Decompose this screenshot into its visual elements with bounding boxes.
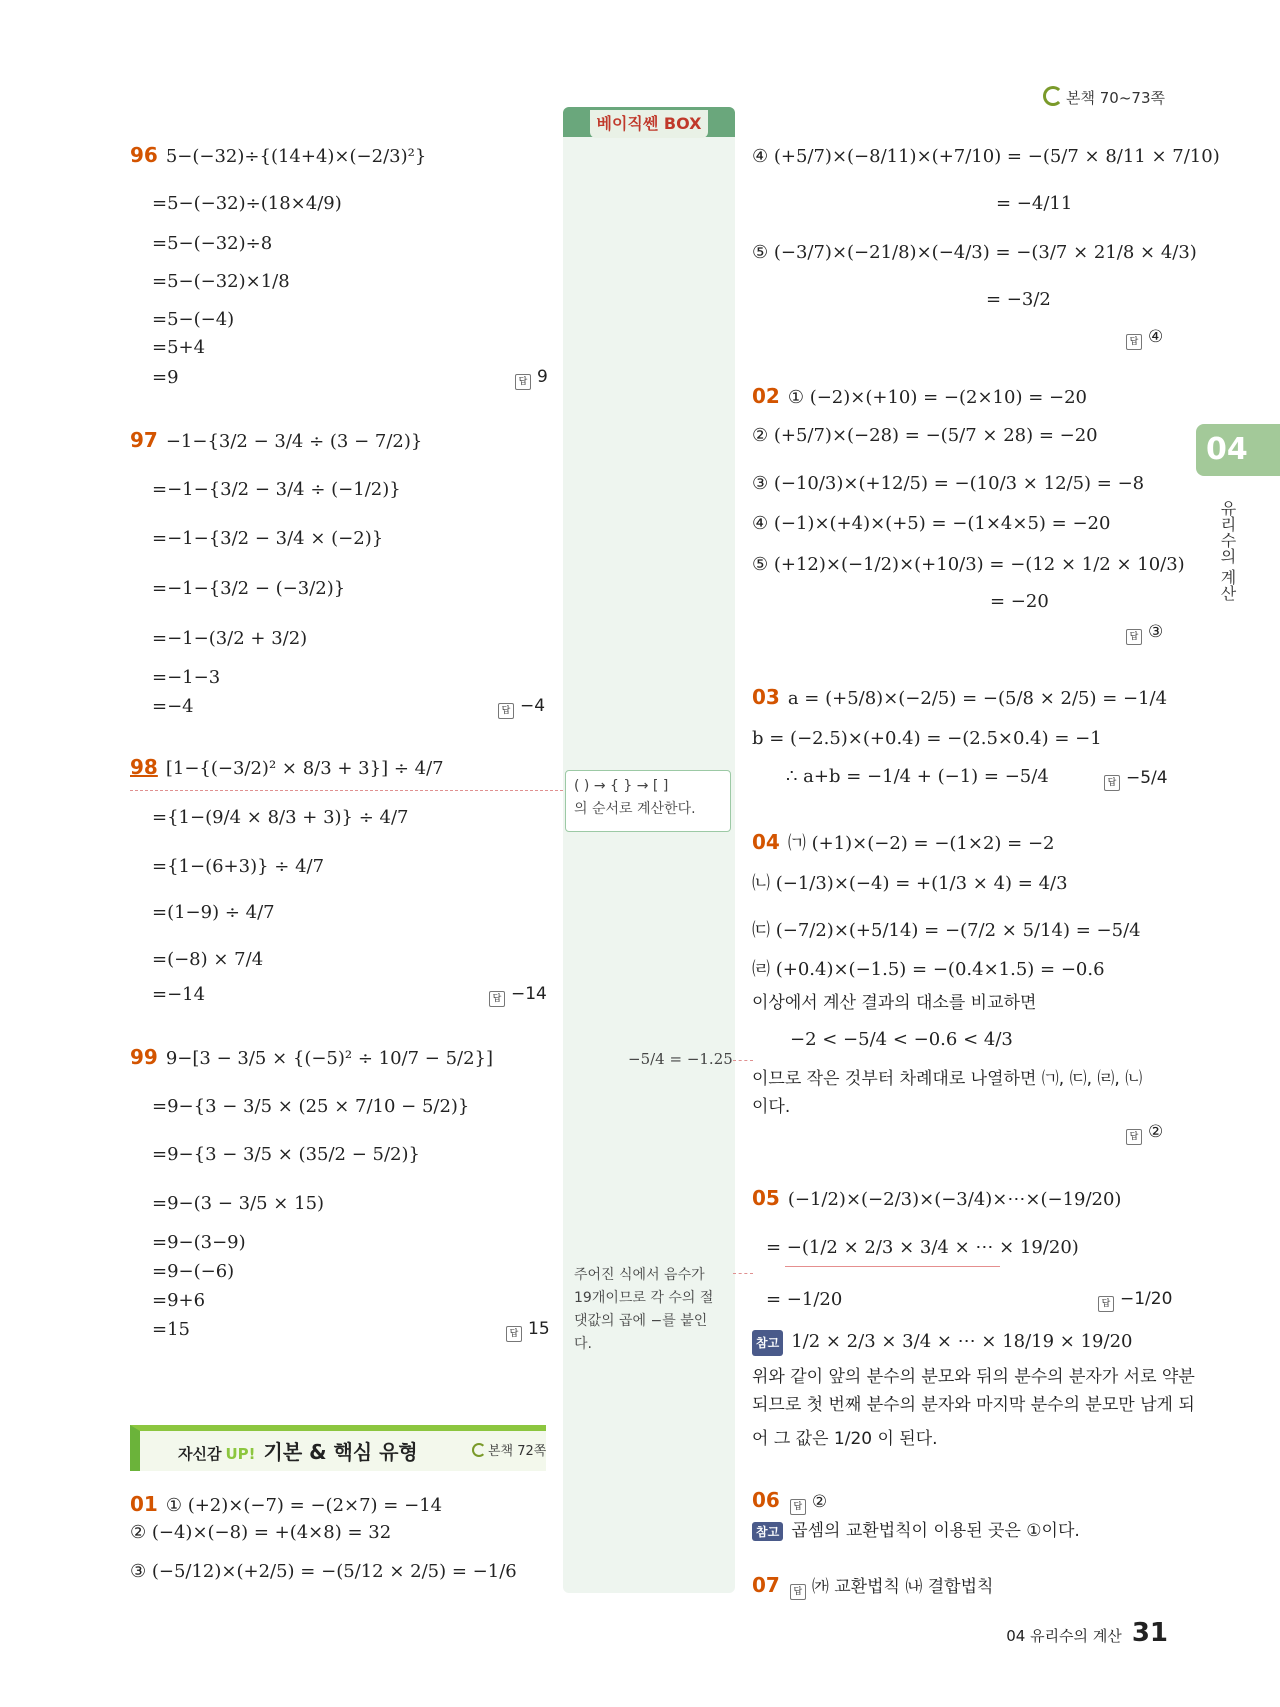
page-footer (1006, 1618, 1168, 1648)
problem-02-line: ④ (−1)×(+4)×(+5) = −(1×4×5) = −20 (752, 513, 1111, 534)
problem-99-line: =15 (152, 1319, 190, 1340)
problem-06 (752, 1488, 827, 1515)
problem-99-line: =9−{3 − 3/5 × (25 × 7/10 − 5/2)} (152, 1096, 470, 1117)
answer-value: −14 (511, 984, 547, 1004)
problem-96-line: =9 (152, 367, 179, 388)
problem-96-line: =5−(−32)÷8 (152, 233, 273, 254)
answer-value: ② (1148, 1122, 1164, 1142)
underline-mark (785, 1266, 1000, 1267)
problem-99-line: =9−(−6) (152, 1261, 235, 1282)
problem-02-line: ③ (−10/3)×(+12/5) = −(10/3 × 12/5) = −8 (752, 473, 1145, 494)
answer-icon: 답 (498, 703, 514, 719)
problem-99-line: =9+6 (152, 1290, 206, 1311)
problem-number: 96 (130, 143, 158, 167)
refresh-icon (1043, 86, 1063, 106)
answer-value: 9 (537, 367, 548, 387)
answer-value: −5/4 (1126, 768, 1168, 788)
math-line: 5−(−32)÷{(14+4)×(−2/3)²} (165, 146, 427, 167)
answer-05 (1098, 1289, 1172, 1312)
math-line: (−1/2)×(−2/3)×(−3/4)×⋯×(−19/20) (787, 1189, 1122, 1210)
problem-97-line: =−1−(3/2 + 3/2) (152, 628, 308, 649)
answer-icon: 답 (515, 374, 531, 390)
answer-01 (1126, 327, 1163, 350)
section-title-up: UP! (225, 1445, 256, 1463)
math-line: ㈀ (+1)×(−2) = −(1×2) = −2 (787, 833, 1055, 854)
problem-04-text: 이다. (752, 1097, 791, 1117)
answer-99 (506, 1319, 550, 1342)
answer-icon: 답 (790, 1499, 806, 1515)
problem-05-reference (752, 1330, 1132, 1356)
answer-icon: 답 (1126, 1129, 1142, 1145)
sign-note-line: 다. (574, 1336, 592, 1352)
problem-01-line: ② (−4)×(−8) = +(4×8) = 32 (130, 1522, 392, 1543)
problem-number: 05 (752, 1186, 780, 1210)
problem-number: 97 (130, 428, 158, 452)
problem-02-line (752, 384, 1087, 410)
answer-icon: 답 (489, 991, 505, 1007)
problem-97-line: =−1−{3/2 − 3/4 ÷ (−1/2)} (152, 479, 401, 500)
answer-06 (790, 1492, 827, 1512)
answer-02 (1126, 622, 1163, 645)
problem-96-line (130, 143, 426, 169)
problem-98-line: ={1−(9/4 × 8/3 + 3)} ÷ 4/7 (152, 807, 409, 828)
reference-tag: 참고 (752, 1330, 783, 1356)
problem-07 (752, 1572, 993, 1600)
problem-97-line: =−4 (152, 696, 194, 717)
basic-box-title: 베이직쎈 BOX (590, 110, 708, 138)
reference-tag: 참고 (752, 1522, 783, 1541)
problem-96-line: =5−(−32)×1/8 (152, 271, 290, 292)
note-connector-98 (130, 790, 563, 791)
problem-96-line: =5+4 (152, 337, 206, 358)
problem-number: 04 (752, 830, 780, 854)
problem-05-ref-text: 되므로 첫 번째 분수의 분자와 마지막 분수의 분모만 남게 되 (752, 1395, 1195, 1415)
answer-value: ② (811, 1492, 828, 1512)
page-number: 31 (1131, 1618, 1168, 1648)
sign-connector (733, 1273, 753, 1274)
answer-value: ④ (1148, 327, 1164, 347)
math-line: ① (+2)×(−7) = −(2×7) = −14 (165, 1495, 443, 1516)
answer-value: ㈎ 교환법칙 ㈏ 결합법칙 (811, 1577, 994, 1597)
problem-01-cont-line: = −4/11 (996, 193, 1073, 214)
answer-icon: 답 (506, 1326, 522, 1342)
problem-number: 98 (130, 755, 158, 779)
math-line: [1−{(−3/2)² × 8/3 + 3}] ÷ 4/7 (165, 758, 444, 779)
page-reference: 본책 70~73쪽 (1043, 86, 1165, 108)
problem-99-line: =9−(3−9) (152, 1232, 246, 1253)
answer-07 (790, 1577, 994, 1597)
answer-value: ③ (1148, 622, 1164, 642)
problem-01-line (130, 1492, 442, 1518)
problem-02-line: ⑤ (+12)×(−1/2)×(+10/3) = −(12 × 1/2 × 10/3) (752, 554, 1185, 575)
answer-icon: 답 (1098, 1296, 1114, 1312)
problem-01-cont-line: = −3/2 (986, 289, 1051, 310)
answer-icon: 답 (1126, 629, 1142, 645)
problem-06-reference (752, 1516, 1080, 1541)
problem-number: 99 (130, 1045, 158, 1069)
sign-note-line: 19개이므로 각 수의 절 (574, 1290, 714, 1306)
problem-01-cont-line: ④ (+5/7)×(−8/11)×(+7/10) = −(5/7 × 8/11 × 7/10) (752, 146, 1220, 167)
answer-value: 15 (528, 1319, 550, 1339)
problem-03-line: b = (−2.5)×(+0.4) = −(2.5×0.4) = −1 (752, 728, 1102, 749)
problem-04-text: 이상에서 계산 결과의 대소를 비교하면 (752, 993, 1037, 1013)
problem-05-line (752, 1186, 1121, 1212)
problem-04-text: 이므로 작은 것부터 차례대로 나열하면 ㈀, ㈂, ㈃, ㈁ (752, 1069, 1143, 1089)
problem-96-line: =5−(−4) (152, 309, 235, 330)
problem-05-ref-text: 위와 같이 앞의 분수의 분모와 뒤의 분수의 분자가 서로 약분 (752, 1367, 1195, 1387)
answer-value: −1/20 (1120, 1289, 1173, 1309)
chapter-tab: 04 (1196, 424, 1280, 476)
problem-05-ref-text: 어 그 값은 1/20 이 된다. (752, 1429, 938, 1449)
problem-04-line: ㈂ (−7/2)×(+5/14) = −(7/2 × 5/14) = −5/4 (752, 920, 1141, 941)
decimal-note: −5/4 = −1.25 (628, 1050, 733, 1068)
problem-01-line: ③ (−5/12)×(+2/5) = −(5/12 × 2/5) = −1/6 (130, 1561, 517, 1582)
answer-97 (498, 696, 545, 719)
problem-number: 03 (752, 685, 780, 709)
problem-98-line: =(−8) × 7/4 (152, 949, 264, 970)
chapter-side-title: 유리수의 계산 (1218, 500, 1237, 602)
answer-98 (489, 984, 547, 1007)
answer-icon: 답 (790, 1584, 806, 1600)
problem-04-line: ㈃ (+0.4)×(−1.5) = −(0.4×1.5) = −0.6 (752, 959, 1105, 980)
math-line: 9−[3 − 3/5 × {(−5)² ÷ 10/7 − 5/2}] (165, 1048, 494, 1069)
basic-box-panel (563, 107, 735, 1593)
problem-03-line: ∴ a+b = −1/4 + (−1) = −5/4 (786, 766, 1049, 787)
order-note (565, 770, 731, 832)
problem-99-line (130, 1045, 493, 1071)
problem-99-line: =9−(3 − 3/5 × 15) (152, 1193, 325, 1214)
decimal-connector (733, 1060, 753, 1061)
sign-note-line: 댓값의 곱에 −를 붙인 (574, 1313, 708, 1329)
problem-98-line: =(1−9) ÷ 4/7 (152, 902, 275, 923)
answer-icon: 답 (1126, 334, 1142, 350)
problem-number: 01 (130, 1492, 158, 1516)
section-reference (472, 1440, 546, 1459)
problem-04-line: ㈁ (−1/3)×(−4) = +(1/3 × 4) = 4/3 (752, 873, 1068, 894)
footer-chapter: 04 유리수의 계산 (1006, 1627, 1122, 1645)
problem-number: 02 (752, 384, 780, 408)
problem-97-line: =−1−3 (152, 667, 221, 688)
problem-98-line (130, 755, 444, 781)
section-title (178, 1436, 418, 1465)
problem-97-line: =−1−{3/2 − 3/4 × (−2)} (152, 528, 384, 549)
answer-03 (1104, 768, 1168, 791)
reference-text: 곱셈의 교환법칙이 이용된 곳은 ①이다. (791, 1521, 1080, 1541)
order-note-line2: 의 순서로 계산한다. (574, 801, 696, 817)
problem-number: 06 (752, 1488, 780, 1512)
answer-96 (515, 367, 548, 390)
problem-98-line: =−14 (152, 984, 206, 1005)
order-note-line1: ( ) → { } → [ ] (574, 778, 669, 794)
problem-05-line: = −(1/2 × 2/3 × 3/4 × ⋯ × 19/20) (766, 1237, 1079, 1258)
problem-03-line (752, 685, 1167, 711)
problem-97-line (130, 428, 422, 454)
problem-98-line: ={1−(6+3)} ÷ 4/7 (152, 856, 325, 877)
problem-05-line: = −1/20 (766, 1289, 843, 1310)
answer-04 (1126, 1122, 1163, 1145)
section-title-prefix: 자신감 (178, 1445, 222, 1463)
math-line: −1−{3/2 − 3/4 ÷ (3 − 7/2)} (165, 431, 423, 452)
answer-icon: 답 (1104, 775, 1120, 791)
refresh-icon (472, 1443, 486, 1457)
problem-02-line: ② (+5/7)×(−28) = −(5/7 × 28) = −20 (752, 425, 1098, 446)
problem-01-cont-line: ⑤ (−3/7)×(−21/8)×(−4/3) = −(3/7 × 21/8 × 4/3) (752, 242, 1197, 263)
answer-value: −4 (520, 696, 546, 716)
problem-04-line (752, 830, 1055, 856)
math-line: a = (+5/8)×(−2/5) = −(5/8 × 2/5) = −1/4 (787, 688, 1168, 709)
problem-02-line: = −20 (990, 591, 1049, 612)
problem-04-inequality: −2 < −5/4 < −0.6 < 4/3 (790, 1029, 1013, 1050)
math-line: ① (−2)×(+10) = −(2×10) = −20 (787, 387, 1087, 408)
sign-note (574, 1264, 734, 1356)
sign-note-line: 주어진 식에서 음수가 (574, 1267, 705, 1283)
reference-formula: 1/2 × 2/3 × 3/4 × ⋯ × 18/19 × 19/20 (791, 1331, 1133, 1352)
section-title-main: 기본 & 핵심 유형 (263, 1440, 418, 1464)
problem-number: 07 (752, 1573, 780, 1597)
problem-96-line: =5−(−32)÷(18×4/9) (152, 193, 342, 214)
problem-97-line: =−1−{3/2 − (−3/2)} (152, 578, 346, 599)
section-ref-text: 본책 72쪽 (488, 1444, 547, 1459)
problem-99-line: =9−{3 − 3/5 × (35/2 − 5/2)} (152, 1144, 420, 1165)
